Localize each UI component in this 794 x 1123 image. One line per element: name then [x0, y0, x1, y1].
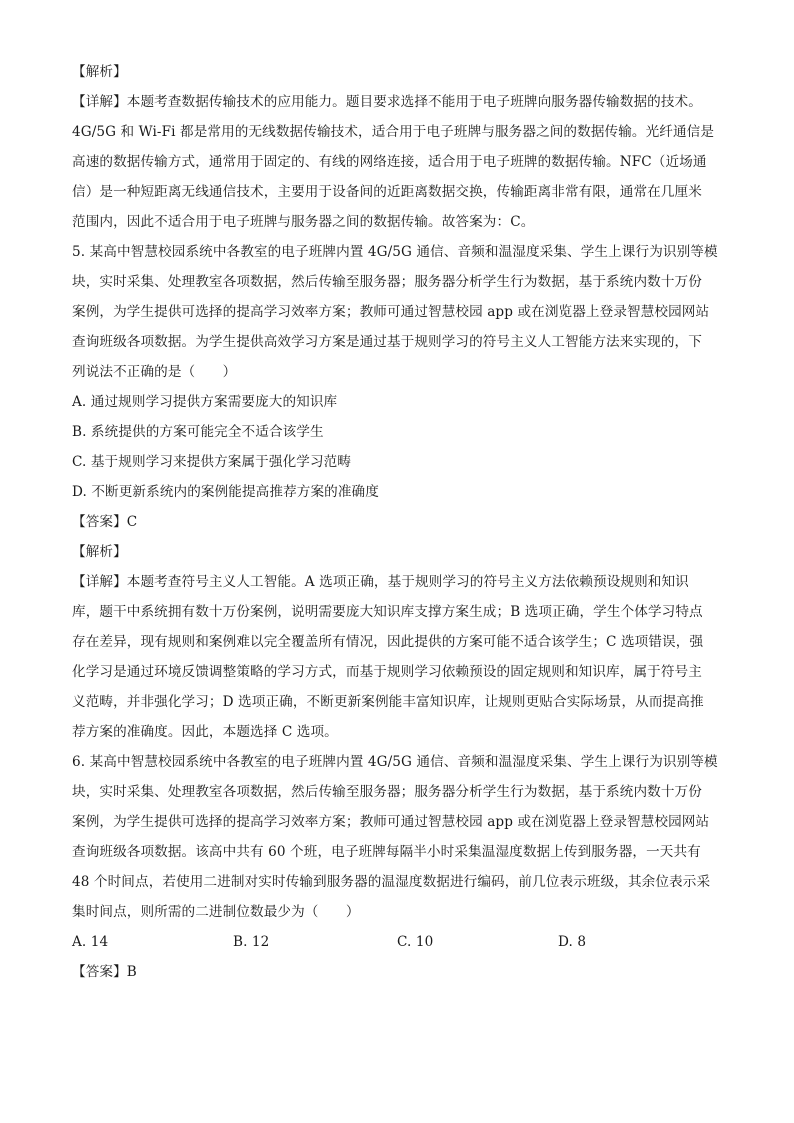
- detail-paragraph-1: [72, 92, 722, 232]
- question-stem-line: 块，实时采集、处理教室各项数据，然后传输至服务器；服务器分析学生行为数据，基于系统内数十万份: [72, 274, 702, 290]
- analysis-label: 【解析】: [72, 64, 127, 80]
- detail-line: 信）是一种短距离无线通信技术，主要用于设备间的近距离数据交换，传输距离非常有限，通常在几厘米: [72, 184, 702, 200]
- detail-line: 化学习是通过环境反馈调整策略的学习方式，而基于规则学习依赖预设的固定规则和知识库，属于符号主: [72, 664, 702, 680]
- detail-line: 义范畴，并非强化学习；D 选项正确，不断更新案例能丰富知识库，让规则更贴合实际场景，从而提高推: [72, 694, 704, 710]
- detail-line: 荐方案的准确度。因此，本题选择 C 选项。: [72, 724, 338, 740]
- option-d: D. 8: [558, 934, 587, 950]
- option-a: A. 通过规则学习提供方案需要庞大的知识库: [72, 394, 338, 410]
- document-page: [72, 62, 722, 982]
- question-stem-line: 块，实时采集、处理教室各项数据，然后传输至服务器；服务器分析学生行为数据，基于系统内数十万份: [72, 784, 702, 800]
- detail-line: 高速的数据传输方式，通常用于固定的、有线的网络连接，适合用于电子班牌的数据传输。NFC（近场通: [72, 154, 707, 170]
- question-stem-line: 集时间点，则所需的二进制位数最少为（ ）: [72, 904, 360, 920]
- question-stem-line: 列说法不正确的是（ ）: [72, 364, 237, 380]
- question-stem-line: 查询班级各项数据。为学生提供高效学习方案是通过基于规则学习的符号主义人工智能方法来实现的，下: [72, 334, 702, 350]
- detail-line: 范围内，因此不适合用于电子班牌与服务器之间的数据传输。故答案为：C。: [72, 214, 535, 230]
- options-row: [72, 932, 722, 952]
- detail-line: 【详解】本题考查数据传输技术的应用能力。题目要求选择不能用于电子班牌向服务器传输数据的技术。: [72, 94, 702, 110]
- question-stem-line: 查询班级各项数据。该高中共有 60 个班，电子班牌每隔半小时采集温湿度数据上传到服务器，一天共有: [72, 844, 701, 860]
- question-5: [72, 242, 722, 742]
- option-b: B. 系统提供的方案可能完全不适合该学生: [72, 424, 324, 440]
- option-c: C. 10: [397, 934, 434, 950]
- question-stem-line: 5. 某高中智慧校园系统中各教室的电子班牌内置 4G/5G 通信、音频和温湿度采集、学生上课行为识别等模: [72, 244, 718, 260]
- question-stem-line: 案例，为学生提供可选择的提高学习效率方案；教师可通过智慧校园 app 或在浏览器上登录智慧校园网站: [72, 304, 710, 320]
- detail-line: 【详解】本题考查符号主义人工智能。A 选项正确，基于规则学习的符号主义方法依赖预设规则和知识: [72, 574, 689, 590]
- answer-label: 【答案】B: [72, 964, 137, 980]
- question-6: [72, 752, 722, 982]
- option-a: A. 14: [72, 934, 109, 950]
- detail-line: 库，题干中系统拥有数十万份案例，说明需要庞大知识库支撑方案生成；B 选项正确，学生个体学习特点: [72, 604, 703, 620]
- option-d: D. 不断更新系统内的案例能提高推荐方案的准确度: [72, 484, 379, 500]
- option-b: B. 12: [233, 934, 270, 950]
- detail-line: 存在差异，现有规则和案例难以完全覆盖所有情况，因此提供的方案可能不适合该学生；C 选项错误，强: [72, 634, 704, 650]
- question-stem-line: 案例，为学生提供可选择的提高学习效率方案；教师可通过智慧校园 app 或在浏览器上登录智慧校园网站: [72, 814, 710, 830]
- question-stem-line: 6. 某高中智慧校园系统中各教室的电子班牌内置 4G/5G 通信、音频和温湿度采集、学生上课行为识别等模: [72, 754, 718, 770]
- option-c: C. 基于规则学习来提供方案属于强化学习范畴: [72, 454, 352, 470]
- answer-label: 【答案】C: [72, 514, 138, 530]
- detail-line: 4G/5G 和 Wi-Fi 都是常用的无线数据传输技术，适合用于电子班牌与服务器之间的数据传输。光纤通信是: [72, 124, 715, 140]
- question-stem-line: 48 个时间点，若使用二进制对实时传输到服务器的温湿度数据进行编码，前几位表示班级，其余位表示采: [72, 874, 711, 890]
- analysis-label: 【解析】: [72, 544, 127, 560]
